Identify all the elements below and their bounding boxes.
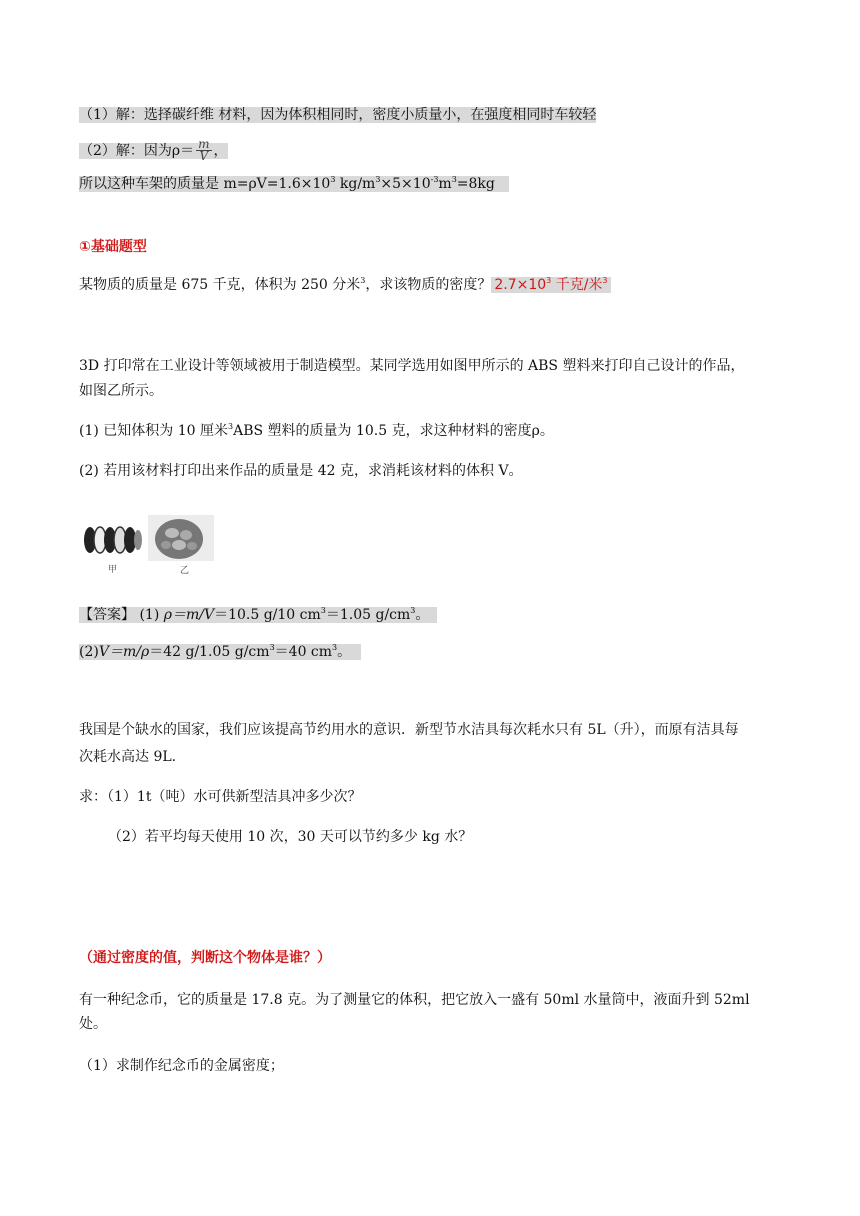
basic-answer-sup: 3 [546,276,552,285]
filament-roll-shapes [84,515,214,561]
printing-q1-part-a: (1) 已知体积为 10 厘米 [79,423,228,439]
answer-1-part: ＝1.05 g/cm [325,607,411,623]
answer-1-sup: 3 [320,606,326,615]
basic-question [79,275,611,295]
section-heading-basic: ①基础题型 [79,239,147,255]
basic-answer [491,277,610,293]
basic-question-text-2: ，求该物质的密度？ [365,277,492,293]
answer-2-formula: V＝m/ρ [98,644,150,660]
basic-question-sup: 3 [360,276,366,285]
coin-question-1: （1）求制作纪念币的金属密度； [79,1058,284,1074]
density-formula-fraction [196,139,211,162]
printing-question-2: (2) 若用该材料打印出来作品的质量是 42 克，求消耗该材料的体积 V。 [79,463,523,479]
printing-figure [80,515,215,575]
mass-calc-sup: 3 [375,175,381,184]
answer-1-formula: ρ＝m/V [163,607,215,623]
figure-caption-jia: 甲 [108,565,118,575]
coin-intro-line-1: 有一种纪念币，它的质量是 17.8 克。为了测量它的体积，把它放入一盛有 50ml 水量筒中，液面升到 52ml [79,992,750,1008]
mass-calc-part: kg/m [335,176,376,192]
answer-1-part: 【答案】 (1) [79,607,164,623]
printing-answer-2 [79,642,361,662]
printing-answer-1 [79,605,437,625]
basic-answer-part: 2.7×10 [494,277,547,293]
water-question-2: （2）若平均每天使用 10 次，30 天可以节约多少 kg 水？ [108,829,473,845]
printing-intro-line-1: 3D 打印常在工业设计等领域被用于制造模型。某同学选用如图甲所示的 ABS 塑料来打印自己设计的作品， [79,358,745,374]
basic-question-text: 某物质的质量是 675 千克，体积为 250 分米 [79,277,361,293]
answer-2-part: ＝42 g/1.05 g/cm [149,644,270,660]
printing-q1-part-b: ABS 塑料的质量为 10.5 克，求这种材料的密度ρ。 [233,423,554,439]
printing-answer-2-highlight [79,644,361,660]
answer-2-part: 。 [337,644,352,660]
mass-calc-part: m [438,176,452,192]
answer-2-sup: 3 [332,643,338,652]
solution-line-1 [79,105,596,125]
solution-1-text: （1）解：选择碳纤维 材料，因为体积相同时，密度小质量小，在强度相同时车较轻 [79,107,597,123]
mass-calc-sup: 3 [451,175,457,184]
mass-calc-sup: 3 [330,175,336,184]
mass-calc-part: =8kg [456,176,495,192]
basic-answer-part: 千克/米 [551,277,603,293]
answer-2-sup: 3 [269,643,275,652]
mass-calc-part: 所以这种车架的质量是 m=ρV=1.6×10 [79,176,331,192]
answer-2-part: ＝40 cm [274,644,333,660]
solution-2-highlight [79,137,228,163]
fraction-numerator: m [198,137,210,151]
water-intro-line-2: 次耗水高达 9L. [79,749,177,765]
water-intro-line-1: 我国是个缺水的国家，我们应该提高节约用水的意识．新型节水洁具每次耗水只有 5L（升），而原有洁具每 [79,722,739,738]
mass-calc-sup: -3 [430,175,439,184]
solution-2-suffix: ， [213,142,228,159]
solution-line-3 [79,174,509,194]
mass-calc-highlight [79,176,509,192]
figure-caption-yi: 乙 [180,566,190,576]
filament-rolls-image [80,515,215,575]
printing-intro-line-2: 如图乙所示。 [79,383,163,399]
basic-answer-sup: 3 [602,276,608,285]
answer-1-part: ＝10.5 g/10 cm [214,607,321,623]
printing-question-1 [79,421,554,441]
solution-line-2 [79,139,228,162]
solution-2-prefix: （2）解：因为ρ＝ [79,142,195,159]
answer-1-sup: 3 [410,606,416,615]
coin-intro-line-2: 处。 [79,1016,107,1032]
answer-2-part: (2) [79,644,99,660]
mass-calc-part: ×5×10 [380,176,431,192]
printing-q1-sup: 3 [228,422,234,431]
answer-1-part: 。 [415,607,430,623]
section-heading-identify: （通过密度的值，判断这个物体是谁？） [79,950,331,966]
water-question-1: 求：（1）1t（吨）水可供新型洁具冲多少次？ [79,789,362,805]
fraction-denominator: V [199,149,209,163]
printing-answer-1-highlight [79,607,437,623]
